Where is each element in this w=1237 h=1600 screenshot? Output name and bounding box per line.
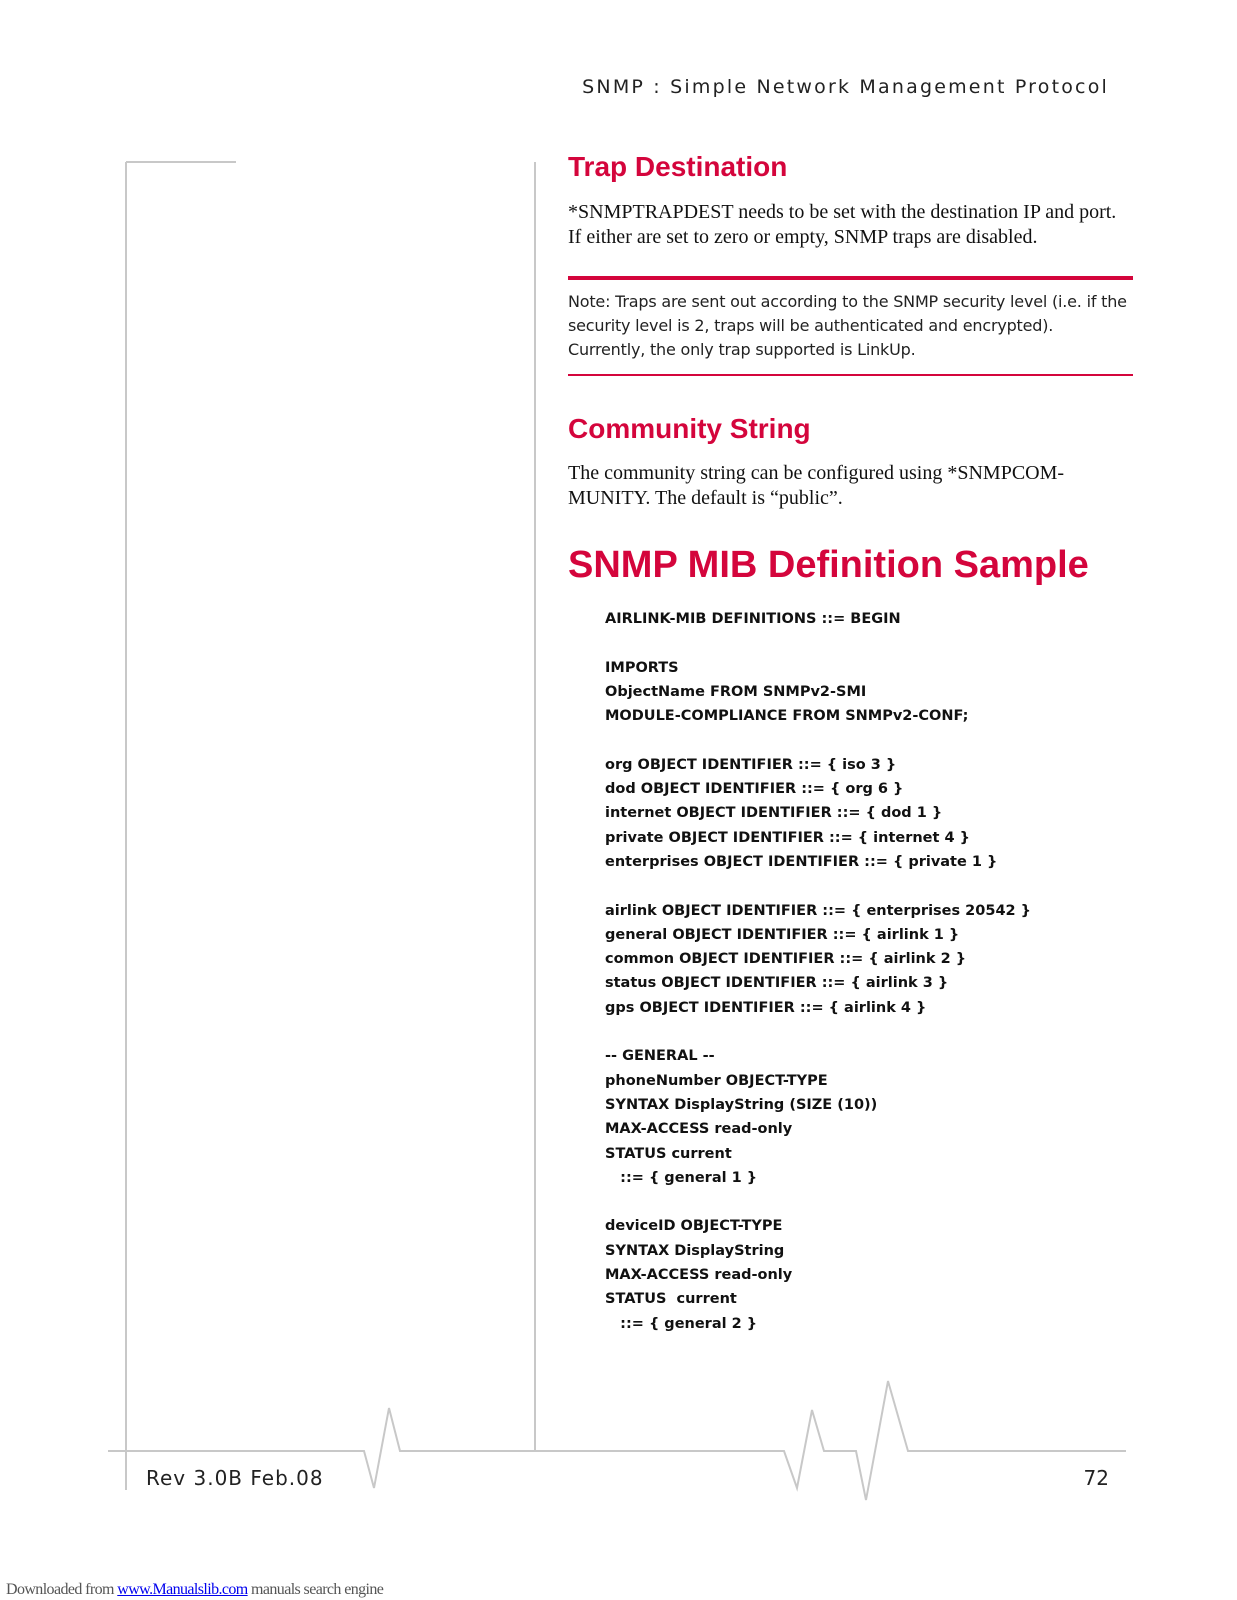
main-content bbox=[568, 150, 1133, 1336]
code-line: dod OBJECT IDENTIFIER ::= { org 6 } bbox=[605, 781, 904, 798]
download-prefix: Downloaded from bbox=[6, 1581, 118, 1598]
code-line: private OBJECT IDENTIFIER ::= { internet 4 } bbox=[605, 829, 970, 846]
code-line bbox=[605, 631, 1133, 655]
code-line: ObjectName FROM SNMPv2-SMI bbox=[605, 683, 867, 700]
code-line: MAX-ACCESS read-only bbox=[605, 1267, 793, 1283]
code-line bbox=[605, 1190, 1133, 1214]
code-line: SYNTAX DisplayString bbox=[605, 1242, 785, 1259]
download-suffix: manuals search engine bbox=[247, 1581, 384, 1598]
manualslib-link[interactable]: www.Manualslib.com bbox=[117, 1581, 248, 1598]
community-string-heading: Community String bbox=[568, 412, 811, 444]
note-box bbox=[568, 276, 1133, 376]
trap-destination-heading: Trap Destination bbox=[568, 151, 788, 182]
code-line: MODULE-COMPLIANCE FROM SNMPv2-CONF; bbox=[605, 708, 969, 725]
code-line: ::= { general 1 } bbox=[605, 1169, 758, 1186]
code-line: STATUS current bbox=[605, 1145, 732, 1162]
community-string-body: The community string can be configured using *SNMPCOM-MUNITY. The default is “public”. bbox=[568, 462, 1065, 510]
code-line bbox=[605, 728, 1133, 752]
running-header: SNMP : Simple Network Management Protocol bbox=[582, 76, 1109, 98]
code-line: MAX-ACCESS read-only bbox=[605, 1121, 793, 1138]
code-line: general OBJECT IDENTIFIER ::= { airlink 1 } bbox=[605, 926, 960, 943]
code-line: STATUS current bbox=[605, 1291, 737, 1308]
code-line: SYNTAX DisplayString (SIZE (10)) bbox=[605, 1096, 878, 1113]
footer-revision: Rev 3.0B Feb.08 bbox=[146, 1466, 324, 1490]
footer-page-number: 72 bbox=[1083, 1466, 1109, 1490]
note-text: Note: Traps are sent out according to the SNMP security level (i.e. if the security level is 2, traps will be authenticated and encrypted). Currently, the only trap supported is LinkUp. bbox=[568, 291, 1127, 359]
code-line: status OBJECT IDENTIFIER ::= { airlink 3 } bbox=[605, 975, 949, 992]
code-line: -- GENERAL -- bbox=[605, 1048, 715, 1065]
code-line: ::= { general 2 } bbox=[605, 1315, 758, 1332]
mib-code-block bbox=[605, 607, 1133, 1336]
trap-destination-body: *SNMPTRAPDEST needs to be set with the destination IP and port. If either are set to zero or empty, SNMP traps are disabled. bbox=[568, 200, 1117, 248]
code-line: AIRLINK-MIB DEFINITIONS ::= BEGIN bbox=[605, 610, 901, 627]
code-line: IMPORTS bbox=[605, 659, 679, 676]
code-line: airlink OBJECT IDENTIFIER ::= { enterprises 20542 } bbox=[605, 902, 1031, 919]
code-line: gps OBJECT IDENTIFIER ::= { airlink 4 } bbox=[605, 999, 927, 1016]
download-notice bbox=[6, 1581, 383, 1599]
code-line: internet OBJECT IDENTIFIER ::= { dod 1 } bbox=[605, 805, 943, 822]
code-line bbox=[605, 1020, 1133, 1044]
code-line: org OBJECT IDENTIFIER ::= { iso 3 } bbox=[605, 756, 897, 773]
code-line: enterprises OBJECT IDENTIFIER ::= { private 1 } bbox=[605, 853, 998, 870]
code-line bbox=[605, 874, 1133, 898]
code-line: deviceID OBJECT-TYPE bbox=[605, 1218, 783, 1235]
mib-sample-heading: SNMP MIB Definition Sample bbox=[568, 544, 1089, 587]
code-line: phoneNumber OBJECT-TYPE bbox=[605, 1072, 828, 1089]
code-line: common OBJECT IDENTIFIER ::= { airlink 2 } bbox=[605, 951, 967, 968]
